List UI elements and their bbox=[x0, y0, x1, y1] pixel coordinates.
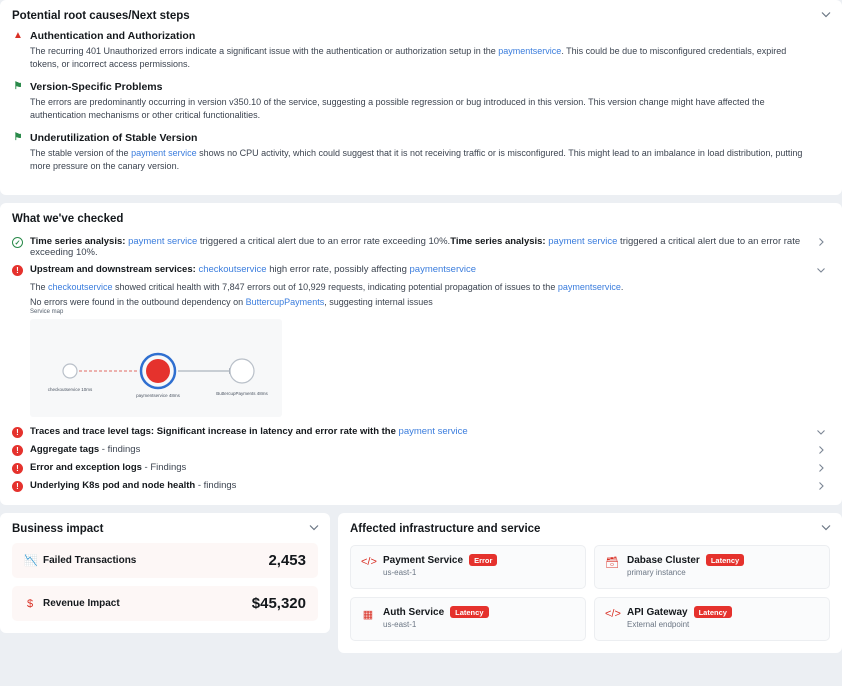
infra-card-api-gateway[interactable] bbox=[594, 597, 830, 641]
checked-row-text bbox=[30, 480, 236, 491]
metric-value: $45,320 bbox=[251, 595, 306, 613]
infra-card-body bbox=[383, 554, 497, 577]
payment-service-link[interactable]: payment service bbox=[128, 236, 198, 248]
business-impact-card bbox=[0, 513, 330, 633]
detail-post2: . bbox=[620, 282, 624, 293]
infrastructure-column bbox=[338, 513, 842, 653]
root-cause-heading: Authentication and Authorization bbox=[30, 30, 196, 42]
infra-name-row bbox=[627, 554, 744, 566]
detail-post: showed critical health with 7,847 errors out of 10,929 requests, indicating potential propagation of issues to the bbox=[112, 282, 558, 293]
root-cause-body-pre: The stable version of the bbox=[30, 148, 132, 159]
checked-row-text bbox=[30, 236, 808, 258]
root-causes-card bbox=[0, 0, 842, 195]
checked-row-aggregate-tags[interactable] bbox=[12, 441, 830, 459]
chart-down-icon: 📉 bbox=[24, 555, 38, 568]
chevron-down-icon[interactable] bbox=[816, 427, 826, 437]
metric-failed-transactions bbox=[12, 543, 318, 578]
infra-card-payment-service[interactable] bbox=[350, 545, 586, 589]
check-ok-icon: ✓ bbox=[12, 237, 23, 248]
code-icon: </> bbox=[605, 608, 621, 621]
infra-name: API Gateway bbox=[627, 606, 688, 618]
chevron-right-icon[interactable] bbox=[816, 445, 826, 455]
checked-row-label: Time series analysis: bbox=[30, 236, 126, 248]
checked-row-upstream-downstream[interactable] bbox=[12, 261, 830, 279]
business-impact-column bbox=[0, 513, 330, 653]
database-icon: 🗃 bbox=[605, 557, 619, 570]
infra-card-body bbox=[383, 606, 489, 629]
checked-row-mid: high error rate, possibly affecting bbox=[266, 264, 410, 276]
checked-row-tail: - Findings bbox=[141, 462, 187, 474]
affected-infrastructure-card bbox=[338, 513, 842, 653]
root-cause-heading-row bbox=[12, 132, 830, 144]
detail-post: , suggesting internal issues bbox=[324, 296, 433, 307]
checked-row-tail: - findings bbox=[99, 444, 141, 456]
checked-row-text bbox=[30, 426, 468, 437]
svg-text:ButtercupPayments 48ms: ButtercupPayments 48ms bbox=[216, 391, 268, 397]
root-cause-heading-row bbox=[12, 81, 830, 93]
checked-row-tail: - findings bbox=[195, 480, 237, 492]
service-map-graphic bbox=[30, 319, 282, 417]
error-exclamation-icon: ! bbox=[12, 265, 23, 276]
chevron-right-icon[interactable] bbox=[816, 237, 826, 247]
status-badge: Latency bbox=[706, 554, 744, 566]
checked-row-label: Traces and trace level tags: Significant increase in latency and error rate with the bbox=[30, 426, 399, 438]
infra-card-body bbox=[627, 606, 732, 629]
root-causes-title: Potential root causes/Next steps bbox=[12, 10, 190, 22]
bottom-section bbox=[0, 513, 842, 653]
root-cause-heading-row bbox=[12, 30, 830, 42]
infra-card-body bbox=[627, 554, 744, 577]
checked-row-mid: triggered a critical alert due to an error rate exceeding 10%. bbox=[197, 236, 451, 248]
detail-pre: No errors were found in the outbound dependency on bbox=[30, 296, 246, 307]
warning-triangle-icon: ▲ bbox=[13, 30, 23, 41]
error-exclamation-icon: ! bbox=[12, 427, 23, 438]
root-cause-heading: Version-Specific Problems bbox=[30, 81, 163, 94]
checked-row-label: Aggregate tags bbox=[30, 444, 100, 456]
metric-revenue-impact bbox=[12, 586, 318, 621]
service-map[interactable] bbox=[30, 309, 282, 417]
infra-sub: us-east-1 bbox=[383, 568, 417, 578]
payment-service-link[interactable]: payment service bbox=[131, 148, 197, 159]
infra-name: Auth Service bbox=[383, 606, 445, 618]
root-cause-body bbox=[30, 45, 830, 71]
checked-detail-line bbox=[30, 296, 830, 310]
root-cause-body bbox=[30, 147, 830, 173]
checked-row-label2: Time series analysis: bbox=[450, 236, 546, 248]
root-cause-heading: Underutilization of Stable Version bbox=[30, 132, 198, 145]
checked-row-text bbox=[30, 264, 476, 275]
payment-service-link[interactable]: payment service bbox=[398, 426, 468, 438]
checked-row-k8s-health[interactable] bbox=[12, 477, 830, 495]
root-cause-item bbox=[12, 30, 830, 71]
infra-name-row bbox=[627, 606, 732, 618]
error-exclamation-icon: ! bbox=[12, 481, 23, 492]
root-cause-item bbox=[12, 81, 830, 122]
checkoutservice-link[interactable]: checkoutservice bbox=[198, 264, 267, 276]
infra-name-row bbox=[383, 554, 497, 566]
status-badge: Latency bbox=[694, 606, 732, 618]
collapse-root-causes-icon[interactable] bbox=[820, 8, 832, 20]
checked-row-error-logs[interactable] bbox=[12, 459, 830, 477]
chevron-right-icon[interactable] bbox=[816, 463, 826, 473]
root-cause-body-post: . This could be due to misconfigured credentials, expired tokens, or incorrect access permissions. bbox=[30, 46, 787, 70]
business-impact-title: Business impact bbox=[12, 523, 104, 536]
infra-name: Payment Service bbox=[383, 554, 464, 566]
checked-row-label: Underlying K8s pod and node health bbox=[30, 480, 196, 492]
svg-text:paymentservice 48ms: paymentservice 48ms bbox=[136, 393, 180, 399]
paymentservice-link[interactable]: paymentservice bbox=[498, 46, 562, 56]
checkoutservice-link[interactable]: checkoutservice bbox=[48, 282, 113, 293]
checked-row-label: Error and exception logs bbox=[30, 462, 142, 474]
detail-pre: The bbox=[30, 282, 49, 293]
infra-card-auth-service[interactable] bbox=[350, 597, 586, 641]
infra-card-database-cluster[interactable] bbox=[594, 545, 830, 589]
metric-left bbox=[24, 554, 136, 567]
paymentservice-link[interactable]: paymentservice bbox=[409, 264, 477, 276]
what-weve-checked-card bbox=[0, 203, 842, 505]
infrastructure-title: Affected infrastructure and service bbox=[350, 523, 541, 536]
chevron-right-icon[interactable] bbox=[816, 481, 826, 491]
checked-detail-line bbox=[30, 281, 830, 295]
infra-sub: External endpoint bbox=[627, 620, 690, 630]
infrastructure-grid bbox=[350, 545, 830, 641]
service-map-title: Service map bbox=[30, 309, 64, 316]
metric-label: Failed Transactions bbox=[43, 555, 137, 567]
root-cause-body-pre: The recurring 401 Unauthorized errors indicate a significant issue with the authentication or authorization setup in the bbox=[30, 46, 499, 56]
chevron-down-icon[interactable] bbox=[816, 265, 826, 275]
root-cause-item bbox=[12, 132, 830, 173]
paymentservice-link[interactable]: paymentservice bbox=[557, 282, 621, 293]
metric-label: Revenue Impact bbox=[43, 598, 120, 610]
metric-value: 2,453 bbox=[268, 552, 306, 570]
dollar-icon: $ bbox=[26, 597, 34, 610]
root-cause-body-post: shows no CPU activity, which could suggest that it is not receiving traffic or is misconfigured. This might lead to an imbalance in load distribution, putting more pressure on the canary version. bbox=[30, 148, 803, 172]
checked-row-time-series[interactable] bbox=[12, 233, 830, 261]
svg-text:checkoutservice 10ms: checkoutservice 10ms bbox=[47, 387, 93, 393]
buttercuppayments-link[interactable]: ButtercupPayments bbox=[245, 296, 325, 307]
infra-sub: us-east-1 bbox=[383, 620, 417, 630]
infra-sub: primary instance bbox=[627, 568, 686, 578]
checked-row-traces[interactable] bbox=[12, 423, 830, 441]
error-exclamation-icon: ! bbox=[12, 445, 23, 456]
status-badge: Latency bbox=[450, 606, 488, 618]
metric-left bbox=[24, 598, 120, 610]
server-icon: ▦ bbox=[362, 609, 374, 622]
status-badge: Error bbox=[469, 554, 497, 566]
collapse-infrastructure-icon[interactable] bbox=[820, 521, 832, 533]
flag-icon: ⚑ bbox=[13, 132, 23, 144]
checked-row-label: Upstream and downstream services: bbox=[30, 264, 196, 276]
checked-row-tail: triggered a critical alert due to an error rate exceeding 10%. bbox=[30, 236, 801, 259]
error-exclamation-icon: ! bbox=[12, 463, 23, 474]
root-cause-body: The errors are predominantly occurring in version v350.10 of the service, suggesting a possible regression or bug introduced in this version. This version change might have affected the authentication mechanisms or other critical functionalities. bbox=[30, 97, 765, 121]
infra-name: Dabase Cluster bbox=[627, 554, 700, 566]
checked-title: What we've checked bbox=[12, 213, 124, 226]
checked-row-text bbox=[30, 462, 186, 473]
infra-name-row bbox=[383, 606, 489, 618]
checked-row-text bbox=[30, 444, 140, 455]
flag-icon: ⚑ bbox=[13, 81, 23, 93]
payment-service-link[interactable]: payment service bbox=[548, 236, 618, 248]
collapse-business-impact-icon[interactable] bbox=[308, 521, 320, 533]
code-icon: </> bbox=[361, 556, 377, 569]
